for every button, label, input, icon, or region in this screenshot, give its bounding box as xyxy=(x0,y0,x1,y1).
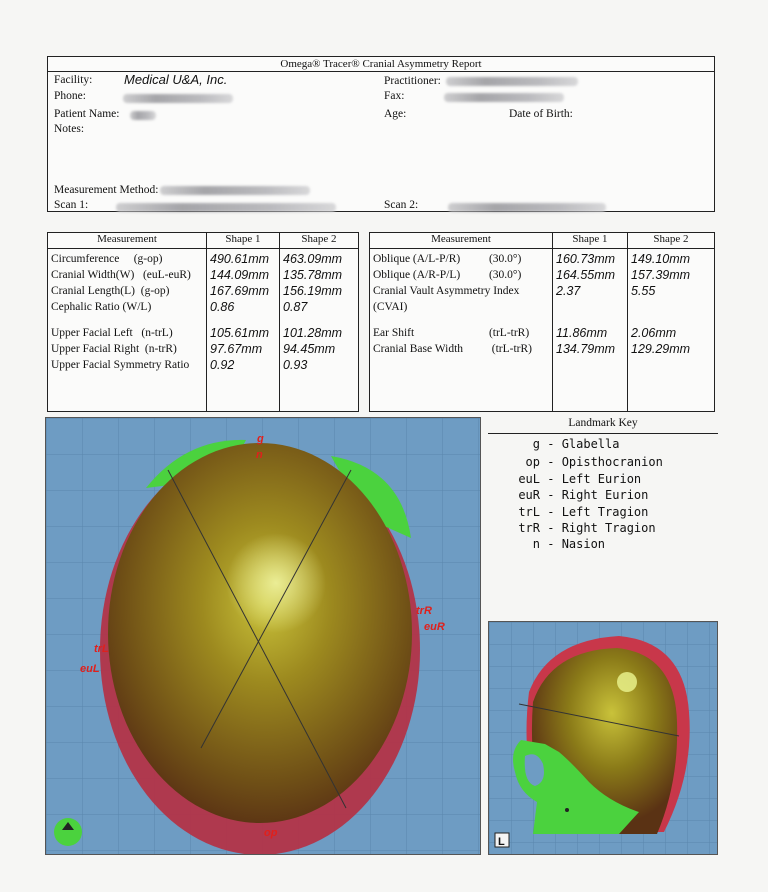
facility-label: Facility: xyxy=(54,74,93,86)
head-highlight xyxy=(226,533,326,633)
shape1-value: 0.92 xyxy=(210,358,235,372)
redacted-phone xyxy=(123,94,233,103)
measurement-row: Upper Facial Symmetry Ratio xyxy=(51,359,190,371)
measurement-row: Cranial Base Width (trL-trR) xyxy=(373,343,533,355)
redacted-practitioner xyxy=(446,77,578,86)
head-shape xyxy=(108,443,412,823)
measurement-row: Oblique (A/L-P/R) (30.0°) xyxy=(373,253,522,265)
report-title: Omega® Tracer® Cranial Asymmetry Report xyxy=(48,57,714,72)
shape1-value: 97.67mm xyxy=(210,342,263,356)
landmark-key-item: euL - Left Eurion xyxy=(518,472,642,486)
top-view-svg xyxy=(46,418,480,854)
shape2-value: 156.19mm xyxy=(283,284,343,298)
age-label: Age: xyxy=(384,108,407,120)
column-header: Shape 2 xyxy=(280,233,359,249)
measurement-row: Oblique (A/R-P/L) (30.0°) xyxy=(373,269,522,281)
landmark-key-item: n - Nasion xyxy=(532,537,606,551)
left-measurement-table xyxy=(47,232,359,412)
right-measurement-table xyxy=(369,232,715,412)
column-header: Measurement xyxy=(48,233,207,249)
measurement-row: Cranial Vault Asymmetry Index xyxy=(373,285,520,297)
side-marker-label: L xyxy=(498,836,505,848)
shape2-value: 94.45mm xyxy=(283,342,336,356)
landmark-key-divider xyxy=(488,433,718,434)
measurement-row: Upper Facial Right (n-trR) xyxy=(51,343,177,355)
patient-name-label: Patient Name: xyxy=(54,108,120,120)
shape1-value: 134.79mm xyxy=(556,342,616,356)
side-view-scan-image xyxy=(488,621,718,855)
shape2-value: 157.39mm xyxy=(631,268,691,282)
facility-value: Medical U&A, Inc. xyxy=(124,72,228,87)
landmark-key-item: trR - Right Tragion xyxy=(518,521,656,535)
landmark-key-item: g - Glabella xyxy=(532,437,620,451)
shape1-value: 490.61mm xyxy=(210,252,270,266)
shape2-value: 0.93 xyxy=(283,358,308,372)
shape2-value: 149.10mm xyxy=(631,252,691,266)
shape1-value: 167.69mm xyxy=(210,284,270,298)
measurement-row-cont: (CVAI) xyxy=(373,301,408,313)
redacted-scan1 xyxy=(116,203,336,212)
shape2-value: 0.87 xyxy=(283,300,308,314)
landmark-n: n xyxy=(256,449,263,461)
head-highlight xyxy=(617,672,637,692)
landmark-op: op xyxy=(264,827,278,839)
shape2-value: 2.06mm xyxy=(631,326,677,340)
landmark-key-item: trL - Left Tragion xyxy=(518,505,649,519)
practitioner-label: Practitioner: xyxy=(384,75,441,87)
column-header: Measurement xyxy=(370,233,553,249)
landmark-key-item: euR - Right Eurion xyxy=(518,488,649,502)
landmark-euL: euL xyxy=(80,663,100,675)
redacted-patient-name xyxy=(130,111,156,120)
measurement-row: Ear Shift (trL-trR) xyxy=(373,327,530,339)
notes-label: Notes: xyxy=(54,123,85,135)
landmark-key-title: Landmark Key xyxy=(568,417,638,429)
landmark-trL: trL xyxy=(94,643,109,655)
side-view-svg xyxy=(489,622,717,854)
redacted-scan2 xyxy=(448,203,606,212)
report-header xyxy=(47,56,715,212)
landmark-key xyxy=(488,417,718,567)
fax-label: Fax: xyxy=(384,90,405,102)
column-header: Shape 2 xyxy=(628,233,715,249)
shape2-value: 463.09mm xyxy=(283,252,343,266)
redacted-method xyxy=(160,186,310,195)
shape2-value: 135.78mm xyxy=(283,268,343,282)
scan1-label: Scan 1: xyxy=(54,199,89,211)
shape2-value: 101.28mm xyxy=(283,326,343,340)
measurement-method-label: Measurement Method: xyxy=(54,184,159,196)
top-view-scan-image xyxy=(45,417,481,855)
column-header: Shape 1 xyxy=(553,233,628,249)
shape2-value: 5.55 xyxy=(631,284,656,298)
landmark-g: g xyxy=(257,433,264,445)
scan2-label: Scan 2: xyxy=(384,199,419,211)
shape1-value: 160.73mm xyxy=(556,252,616,266)
measurement-row: Cranial Width(W) (euL-euR) xyxy=(51,269,191,281)
measurement-row: Cephalic Ratio (W/L) xyxy=(51,301,152,313)
phone-label: Phone: xyxy=(54,90,86,102)
tragion-marker xyxy=(565,808,569,812)
landmark-trR: trR xyxy=(416,605,432,617)
shape1-value: 0.86 xyxy=(210,300,235,314)
shape1-value: 105.61mm xyxy=(210,326,270,340)
shape1-value: 164.55mm xyxy=(556,268,616,282)
shape1-value: 2.37 xyxy=(556,284,581,298)
column-header: Shape 1 xyxy=(207,233,280,249)
shape2-value: 129.29mm xyxy=(631,342,691,356)
measurement-row: Cranial Length(L) (g-op) xyxy=(51,285,170,297)
shape1-value: 144.09mm xyxy=(210,268,270,282)
shape1-value: 11.86mm xyxy=(556,326,608,340)
redacted-fax xyxy=(444,93,564,102)
landmark-key-item: op - Opisthocranion xyxy=(525,455,663,469)
landmark-euR: euR xyxy=(424,621,445,633)
measurement-row: Upper Facial Left (n-trL) xyxy=(51,327,173,339)
dob-label: Date of Birth: xyxy=(509,108,573,120)
measurement-row: Circumference (g-op) xyxy=(51,253,163,265)
